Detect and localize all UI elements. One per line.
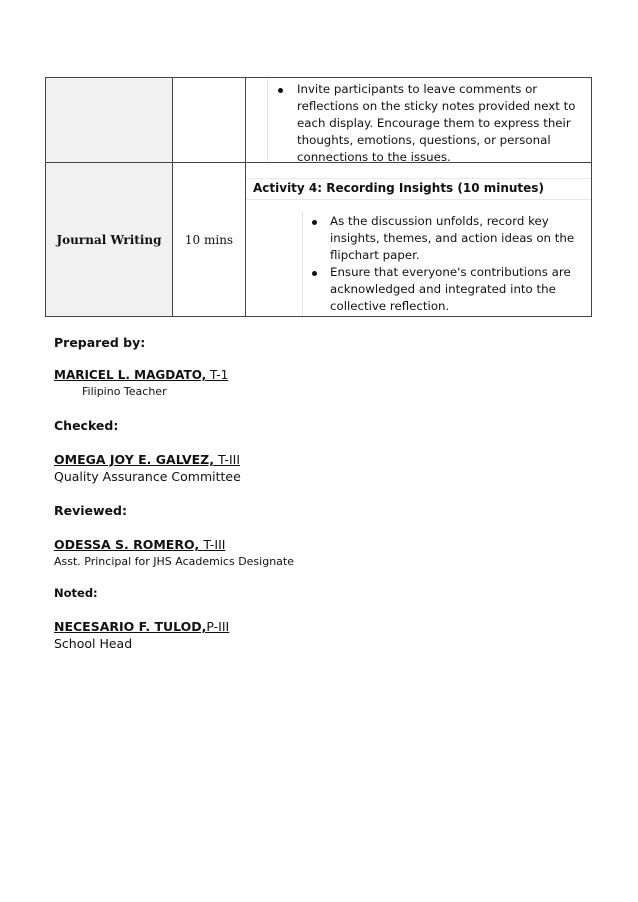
inner-rule: [302, 211, 303, 316]
lesson-plan-table: [45, 77, 592, 317]
bullet-list: [330, 213, 585, 315]
noted-heading: Noted:: [54, 586, 98, 600]
signatory-rank: T-1: [206, 368, 229, 382]
reviewed-heading: Reviewed:: [54, 503, 127, 518]
signatory-rank: T-III: [203, 537, 226, 552]
checked-signatory: [54, 452, 240, 467]
signatory-rank: P-III: [206, 619, 230, 634]
signatory-position: Asst. Principal for JHS Academics Designate: [54, 555, 294, 568]
inner-rule: [267, 78, 268, 162]
procedure-cell: [246, 78, 592, 163]
list-item: Invite participants to leave comments or reflections on the sticky notes provided next to each display. Encourage them to express their thoughts, emotions, questions, or personal connections to the issues.: [297, 81, 587, 166]
procedure-cell: [246, 163, 592, 317]
list-item: As the discussion unfolds, record key insights, themes, and action ideas on the flipchart paper.: [330, 213, 585, 264]
time-cell: [173, 78, 246, 163]
divider: [246, 178, 591, 179]
prepared-signatory: [54, 368, 228, 382]
divider: [246, 199, 591, 200]
activity-label-cell: [46, 78, 173, 163]
signatory-name: MARICEL L. MAGDATO,: [54, 368, 207, 382]
list-item: Ensure that everyone's contributions are acknowledged and integrated into the collective reflection.: [330, 264, 585, 315]
table-row: [46, 163, 592, 317]
signatory-position: Quality Assurance Committee: [54, 469, 241, 484]
activity-title: Activity 4: Recording Insights (10 minutes): [253, 181, 544, 195]
signatory-name: NECESARIO F. TULOD,: [54, 619, 207, 634]
time-cell: 10 mins: [173, 163, 246, 317]
prepared-heading: Prepared by:: [54, 335, 146, 350]
noted-signatory: [54, 619, 229, 634]
signatory-rank: T-III: [213, 452, 241, 467]
signatory-name: ODESSA S. ROMERO,: [54, 537, 204, 552]
reviewed-signatory: [54, 537, 225, 552]
signatory-name: OMEGA JOY E. GALVEZ,: [54, 452, 214, 467]
checked-heading: Checked:: [54, 418, 119, 433]
signatory-position: School Head: [54, 636, 133, 651]
bullet-list: [297, 81, 587, 166]
activity-label-cell: Journal Writing: [46, 163, 173, 317]
table-row: [46, 78, 592, 163]
signatory-position: Filipino Teacher: [82, 385, 167, 398]
